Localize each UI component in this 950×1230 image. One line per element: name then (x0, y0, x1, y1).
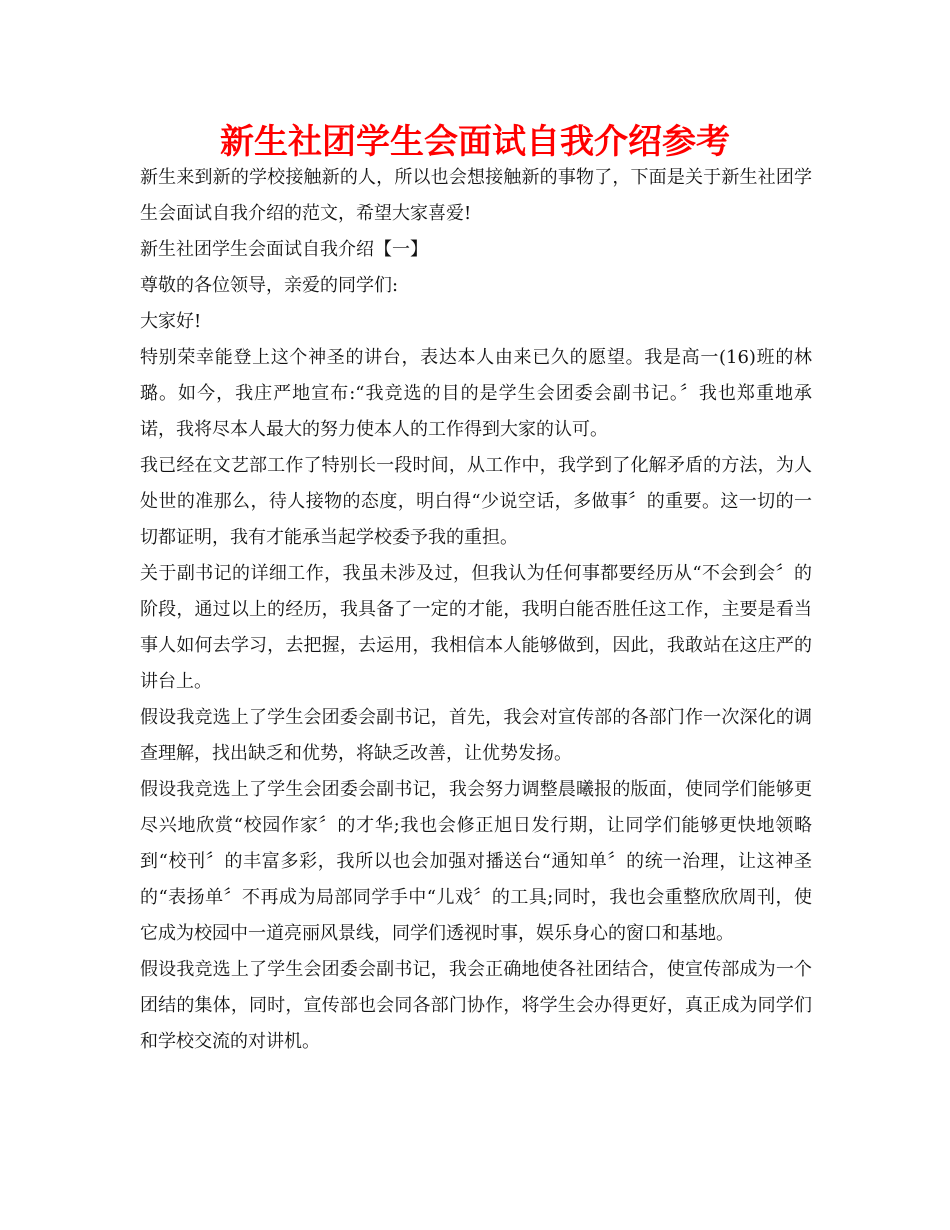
paragraph-body: 假设我竞选上了学生会团委会副书记，首先，我会对宣传部的各部门作一次深化的调查理解，找出缺乏和优势，将缺乏改善，让优势发扬。 (140, 707, 812, 764)
paragraph-section-heading: 新生社团学生会面试自我介绍【一】 (140, 239, 428, 260)
paragraph-body: 假设我竞选上了学生会团委会副书记，我会正确地使各社团结合，使宣传部成为一个团结的集体，同时，宣传部也会同各部门协作，将学生会办得更好，真正成为同学们和学校交流的对讲机。 (140, 959, 812, 1052)
paragraph-body: 假设我竞选上了学生会团委会副书记，我会努力调整晨曦报的版面，使同学们能够更尽兴地欣赏“校园作家〞的才华;我也会修正旭日发行期，让同学们能够更快地领略到“校刊〞的丰富多彩，我所以也会加强对播送台“通知单〞的统一治理，让这神圣的“表扬单〞不再成为局部同学手中“儿戏〞的工具;同时，我也会重整欣欣周刊，使它成为校园中一道亮丽风景线，同学们透视时事，娱乐身心的窗口和基地。 (140, 779, 812, 944)
document-body (140, 160, 812, 1060)
document-title: 新生社团学生会面试自我介绍参考 (220, 122, 730, 162)
paragraph-salutation: 尊敬的各位领导，亲爱的同学们: (140, 275, 399, 296)
paragraph-body: 特别荣幸能登上这个神圣的讲台，表达本人由来已久的愿望。我是高一(16)班的林璐。如今，我庄严地宣布:“我竞选的目的是学生会团委会副书记。〞我也郑重地承诺，我将尽本人最大的努力使本人的工作得到大家的认可。 (140, 347, 812, 440)
paragraph-body: 关于副书记的详细工作，我虽未涉及过，但我认为任何事都要经历从“不会到会〞的阶段，通过以上的经历，我具备了一定的才能，我明白能否胜任这工作，主要是看当事人如何去学习，去把握，去运用，我相信本人能够做到，因此，我敢站在这庄严的讲台上。 (140, 563, 812, 692)
paragraph-body: 我已经在文艺部工作了特别长一段时间，从工作中，我学到了化解矛盾的方法，为人处世的准那么，待人接物的态度，明白得“少说空话，多做事〞的重要。这一切的一切都证明，我有才能承当起学校委予我的重担。 (140, 455, 812, 548)
paragraph-intro: 新生来到新的学校接触新的人，所以也会想接触新的事物了，下面是关于新生社团学生会面试自我介绍的范文，希望大家喜爱! (140, 167, 812, 224)
paragraph-greeting: 大家好! (140, 311, 202, 332)
